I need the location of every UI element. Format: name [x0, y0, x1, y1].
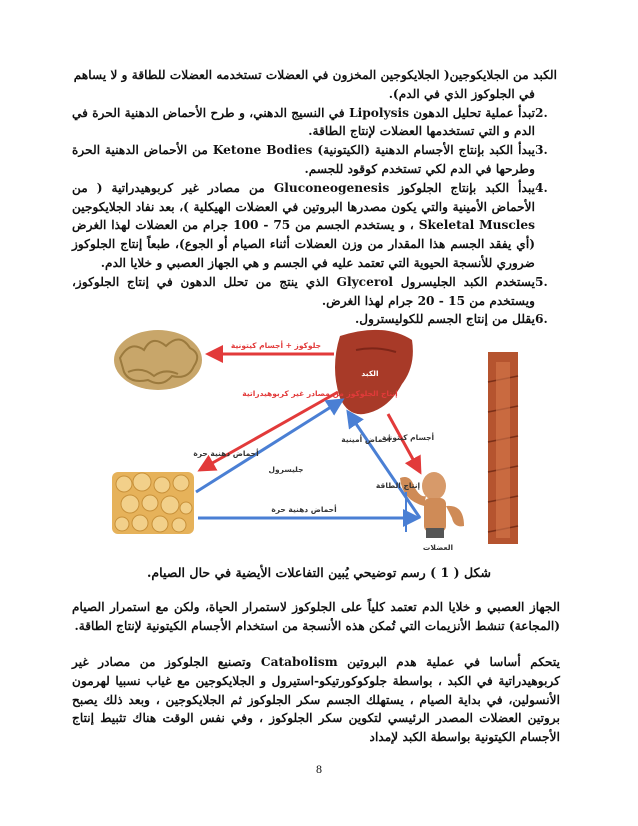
list-item	[72, 179, 557, 273]
item-number: .4	[535, 180, 548, 195]
fasting-metabolism-figure	[108, 322, 530, 554]
list-item	[72, 104, 557, 142]
liver-label: الكبد	[361, 369, 379, 378]
item-number: .2	[535, 105, 548, 120]
item-text: تبدأ عملية تحليل الدهون Lipolysis في النسيج الدهني، و طرح الأحماض الدهنية الحرة في الدم و التي تستخدمها العضلات لإنتاج الطاقة.	[72, 105, 536, 139]
figure-caption: شكل ( 1 ) رسم توضيحي يُبين التفاعلات الأيضية في حال الصيام.	[146, 565, 492, 580]
label-glucose-production: إنتاج الجلوكوز من مصادر غير كربوهيدراتية	[242, 389, 398, 398]
item-text: يقلل من إنتاج الجسم للكوليسترول.	[354, 312, 535, 327]
label-free-fatty-acids: أحماض دهنية حرة	[193, 449, 259, 458]
item-text: يستخدم الكبد الجليسرول Glycerol الذي ينتج من تحلل الدهون في إنتاج الجلوكوز، ويستخدم من 15 - 20 جرام لهذا الغرض.	[72, 274, 535, 308]
brain-illustration	[114, 330, 202, 390]
paragraph-nervous-system: الجهاز العصبي و خلايا الدم تعتمد كلياً على الجلوكوز لاستمرار الحياة، ولكن مع استمرار الصيام (المجاعة) تنشط الأنزيمات التي تُمكن هذه الأنسجة من استخدام الأجسام الكيتونية لإنتاج الطاقة.	[72, 600, 560, 633]
label-free-fatty-acids-2: أحماض دهنية حرة	[271, 505, 337, 514]
item-number: .3	[535, 143, 548, 158]
label-ketone-bodies: أجسام كيتونية	[381, 433, 435, 442]
item-number: .5	[535, 274, 548, 289]
list-item	[72, 141, 557, 179]
page-number: 8	[316, 762, 322, 776]
item-text: يبدأ الكبد بإنتاج الجلوكوز Gluconeogenesis من مصادر غير كربوهيدراتية ( من الأحماض الأمينية والتي يكون مصدرها البروتين في العضلات الهيكلية )، بعد نفاد الجلايكوجين Skeletal Muscles ، و يستخدم الجسم من 75 - 100 جرام من العضلات لهذا الغرض (أي يفقد الجسم هذا المقدار من وزن العضلات أثناء الصيام أو الجوع)، طبعاً إنتاج الجلوكوز ضروري للأنسجة الحيوية التي تعتمد عليه في الجسم و هي الجهاز العصبي و خلايا الدم.	[72, 180, 535, 270]
intro-line: الكبد من الجلايكوجين( الجلايكوجين المخزون في العضلات تستخدمه العضلات للطاقة و لا يساهم	[73, 68, 557, 82]
fat-tissue-illustration	[112, 472, 194, 534]
label-amino-acids: أحماض أمينية	[341, 435, 391, 444]
liver-illustration	[335, 330, 413, 414]
item-text: يبدأ الكبد بإنتاج الأجسام الدهنية (الكيتونية) Ketone Bodies من الأحماض الدهنية الحرة وطرحها في الدم لكي تستخدم كوقود للجسم.	[72, 143, 535, 176]
label-glucose-ketone: جلوكوز + أجسام كيتونية	[230, 341, 322, 350]
label-muscles: العضلات	[422, 543, 454, 552]
paragraph-catabolism: يتحكم أساسا في عملية هدم البروتين Catabolism وتصنيع الجلوكوز من مصادر غير كربوهيدراتية في الكبد ، بواسطة جلوكوكورتيكو-استيرول و الجلايكوجين مع غياب نسبيا لهرمون الأنسولين، في بداية الصيام ، يستهلك الجسم سكر الجلوكوز ثم الجلايكوجين ، وبعد ذلك يصبح بروتين العضلات المصدر الرئيسي لتكوين سكر الجلوكوز ، وفي نفس الوقت هناك تثبيط إنتاج الأجسام الكيتونية بواسطة الكبد لإمداد	[72, 655, 560, 745]
intro-paragraph	[72, 66, 557, 329]
label-energy-production: إنتاج الطاقة	[375, 481, 421, 490]
list-item	[72, 273, 557, 311]
intro-line: في الجلوكوز الذي في الدم).	[388, 86, 535, 101]
label-glycerol: جليسرول	[268, 465, 304, 474]
muscle-fiber-illustration	[488, 352, 518, 544]
item-number: .6	[535, 312, 548, 327]
